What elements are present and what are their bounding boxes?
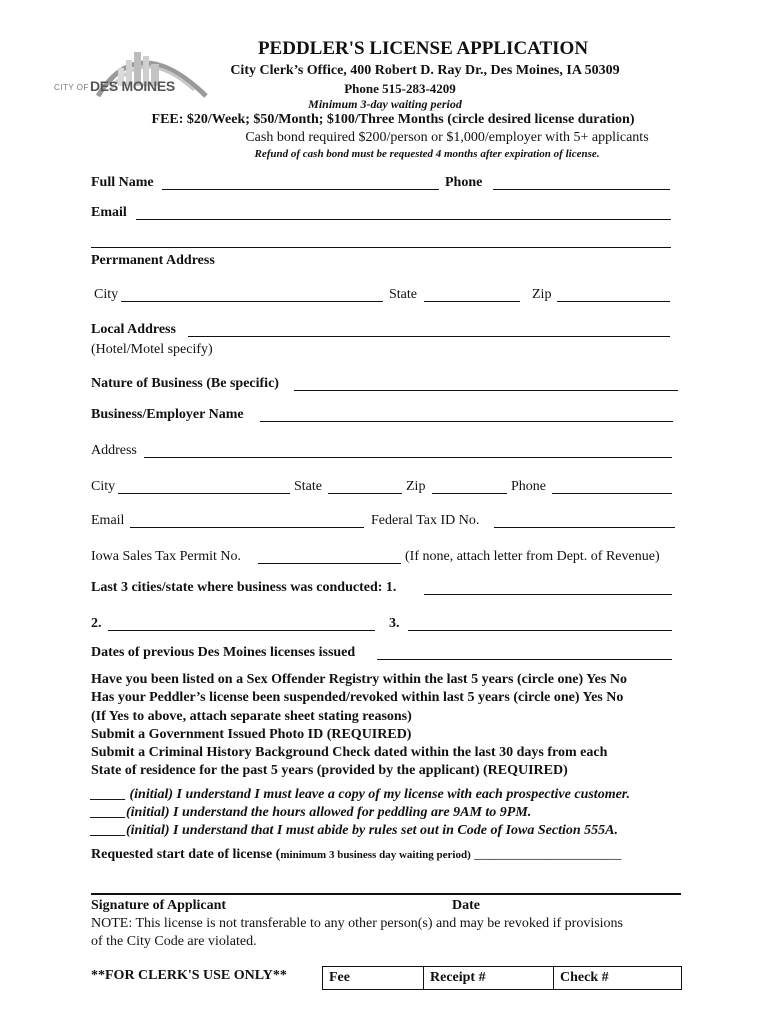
business-employer-name-label: Business/Employer Name [91,407,244,422]
city-field[interactable] [121,301,383,302]
last-city-2-field[interactable] [108,630,375,631]
previous-licenses-label: Dates of previous Des Moines licenses issued [91,645,356,660]
iowa-sales-tax-note: (If none, attach letter from Dept. of Revenue) [405,549,660,564]
business-employer-name-field[interactable] [260,421,673,422]
clerk-use-label: **FOR CLERK'S USE ONLY** [91,968,287,983]
logo-des-moines: DES MOINES [90,78,175,94]
previous-licenses-field[interactable] [377,659,672,660]
last-cities-label: Last 3 cities/state where business was conducted: 1. [91,580,397,595]
waiting-period-note: Minimum 3-day waiting period [308,97,462,111]
business-zip-label: Zip [406,479,426,494]
initial-hours-statement[interactable]: _____(initial) I understand the hours allowed for peddling are 9AM to 9PM. [91,805,532,820]
business-state-label: State [294,479,322,494]
federal-tax-id-label: Federal Tax ID No. [371,513,480,528]
transfer-note-line-1: NOTE: This license is not transferable to any other person(s) and may be revoked if provisions [91,916,623,931]
start-date-row [91,847,621,863]
cash-bond-note: Cash bond required $200/person or $1,000/employer with 5+ applicants [245,130,649,145]
business-phone-field[interactable] [552,493,672,494]
iowa-sales-tax-label: Iowa Sales Tax Permit No. [91,549,242,564]
signature-label: Signature of Applicant [91,898,227,913]
clerk-fee-cell[interactable]: Fee [323,967,424,990]
last-city-1-field[interactable] [424,594,672,595]
business-phone-label: Phone [511,479,546,494]
state-label: State [389,287,417,302]
form-title: PEDDLER'S LICENSE APPLICATION [257,38,589,59]
clerk-use-table [322,966,682,990]
transfer-note-line-2: of the City Code are violated. [91,934,257,949]
sex-offender-question: Have you been listed on a Sex Offender Registry within the last 5 years (circle one) Yes No [91,672,627,687]
phone-label: Phone [445,175,483,190]
zip-field[interactable] [557,301,670,302]
business-address-field[interactable] [144,457,672,458]
federal-tax-id-field[interactable] [494,527,675,528]
start-date-field[interactable]: _____________________ [474,847,622,862]
iowa-sales-tax-field[interactable] [258,563,401,564]
last-city-3-label: 3. [389,616,400,631]
last-city-3-field[interactable] [408,630,672,631]
email-field-continuation[interactable] [91,247,671,248]
nature-of-business-label: Nature of Business (Be specific) [91,376,279,391]
fee-schedule: FEE: $20/Week; $50/Month; $100/Three Months (circle desired license duration) [151,112,635,127]
state-field[interactable] [424,301,520,302]
background-check-line-2: State of residence for the past 5 years (provided by the applicant) (REQUIRED) [91,763,568,778]
last-city-2-label: 2. [91,616,102,631]
local-address-label: Local Address [91,322,176,337]
business-city-field[interactable] [118,493,290,494]
business-email-label: Email [91,513,125,528]
initial-rules-statement[interactable]: _____(initial) I understand that I must abide by rules set out in Code of Iowa Section 555A. [91,823,619,838]
business-email-field[interactable] [130,527,364,528]
phone-field[interactable] [493,189,670,190]
business-state-field[interactable] [328,493,402,494]
business-zip-field[interactable] [432,493,507,494]
suspended-question: Has your Peddler’s license been suspended/revoked within last 5 years (circle one) Yes No [91,690,624,705]
background-check-line-1: Submit a Criminal History Background Check dated within the last 30 days from each [91,745,608,760]
city-label: City [94,287,119,302]
clerk-phone: Phone 515-283-4209 [344,81,456,96]
start-date-note: minimum 3 business day waiting period) [280,849,471,861]
permanent-address-label: Perrmanent Address [91,253,215,268]
clerk-check-cell[interactable]: Check # [554,967,682,990]
email-field[interactable] [136,219,671,220]
full-name-field[interactable] [162,189,439,190]
zip-label: Zip [532,287,552,302]
start-date-label: Requested start date of license ( [91,847,281,862]
email-label: Email [91,205,127,220]
logo-city-of: CITY OF [54,83,89,92]
clerk-address: City Clerk’s Office, 400 Robert D. Ray Dr., Des Moines, IA 50309 [230,63,620,78]
business-city-label: City [91,479,116,494]
hotel-motel-note: (Hotel/Motel specify) [91,342,213,357]
photo-id-requirement: Submit a Government Issued Photo ID (REQUIRED) [91,727,412,742]
date-label: Date [452,898,480,913]
initial-copy-statement[interactable]: _____ (initial) I understand I must leave a copy of my license with each prospective customer. [91,787,630,802]
business-address-label: Address [91,443,137,458]
signature-line[interactable] [91,893,681,895]
if-yes-note: (If Yes to above, attach separate sheet stating reasons) [91,709,412,724]
clerk-receipt-cell[interactable]: Receipt # [424,967,554,990]
nature-of-business-field[interactable] [294,390,678,391]
local-address-field[interactable] [188,336,670,337]
refund-note: Refund of cash bond must be requested 4 months after expiration of license. [254,148,600,160]
full-name-label: Full Name [91,175,154,190]
